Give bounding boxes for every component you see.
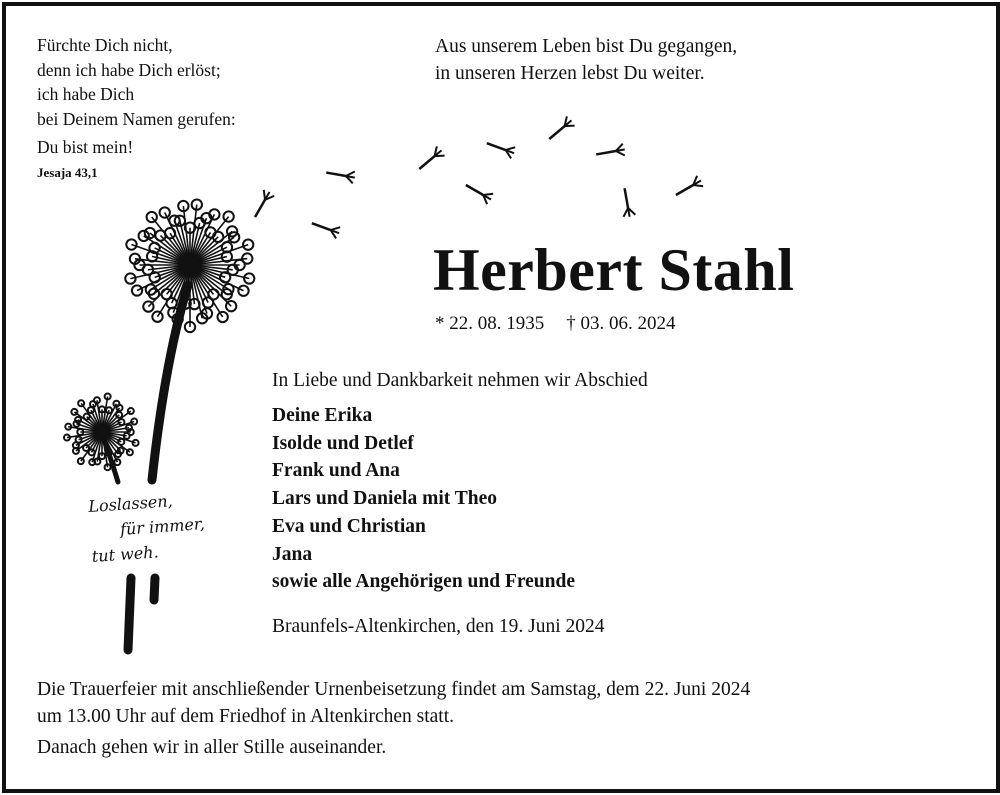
ceremony-info [37,676,750,761]
dandelion-head-small [64,393,139,470]
seed-icon [310,218,341,239]
bible-quote [37,33,236,185]
deceased-name: Herbert Stahl [433,237,795,303]
mourner: Frank und Ana [272,460,400,482]
handwritten-verse [88,486,208,569]
dandelion-seeds [250,116,704,239]
motto-line: Aus unserem Leben bist Du gegangen, [435,36,738,57]
mourner: Deine Erika [272,405,373,426]
seed-icon [250,189,275,220]
motto-line: in unseren Herzen lebst Du weiter. [435,63,705,84]
mourner: Eva und Christian [272,515,426,537]
mourner: Lars und Daniela mit Theo [272,488,498,510]
verse-line: für immer, [119,514,206,539]
ceremony-closing: Danach gehen wir in aller Stille auseinander. [37,737,387,758]
mourner: Jana [272,543,313,565]
seed-icon [485,138,516,159]
quote-closing: Du bist mein! [37,137,134,157]
death-date: † 03. 06. 2024 [566,313,676,334]
farewell-intro: In Liebe und Dankbarkeit nehmen wir Abschied [272,370,648,391]
seed-icon [619,187,636,218]
seed-icon [463,180,494,205]
life-dates [435,313,698,335]
seed-icon [595,143,626,160]
ceremony-line: um 13.00 Uhr auf dem Friedhof in Altenkirchen statt. [37,706,455,727]
quote-reference: Jesaja 43,1 [37,164,98,180]
quote-line: Fürchte Dich nicht, [37,35,173,55]
mourner: Isolde und Detlef [272,432,414,454]
seed-icon [545,116,575,144]
mourners-list [272,402,575,596]
verse-line: Loslassen, [87,491,174,517]
motto [435,33,737,87]
ceremony-line: Die Trauerfeier mit anschließender Urnenbeisetzung findet am Samstag, dem 22. Juni 2024 [37,679,751,700]
quote-line: ich habe Dich [37,84,135,104]
verse-line: tut weh. [91,542,160,566]
seed-icon [415,146,445,174]
dandelion-head-large [125,199,254,332]
mourner: sowie alle Angehörigen und Freunde [272,571,576,593]
seed-icon [673,175,704,200]
quote-line: bei Deinem Namen gerufen: [37,108,236,129]
birth-date: * 22. 08. 1935 [435,313,545,334]
place-date: Braunfels-Altenkirchen, den 19. Juni 2024 [272,616,605,637]
quote-line: denn ich habe Dich erlöst; [37,59,221,80]
seed-icon [325,167,356,184]
